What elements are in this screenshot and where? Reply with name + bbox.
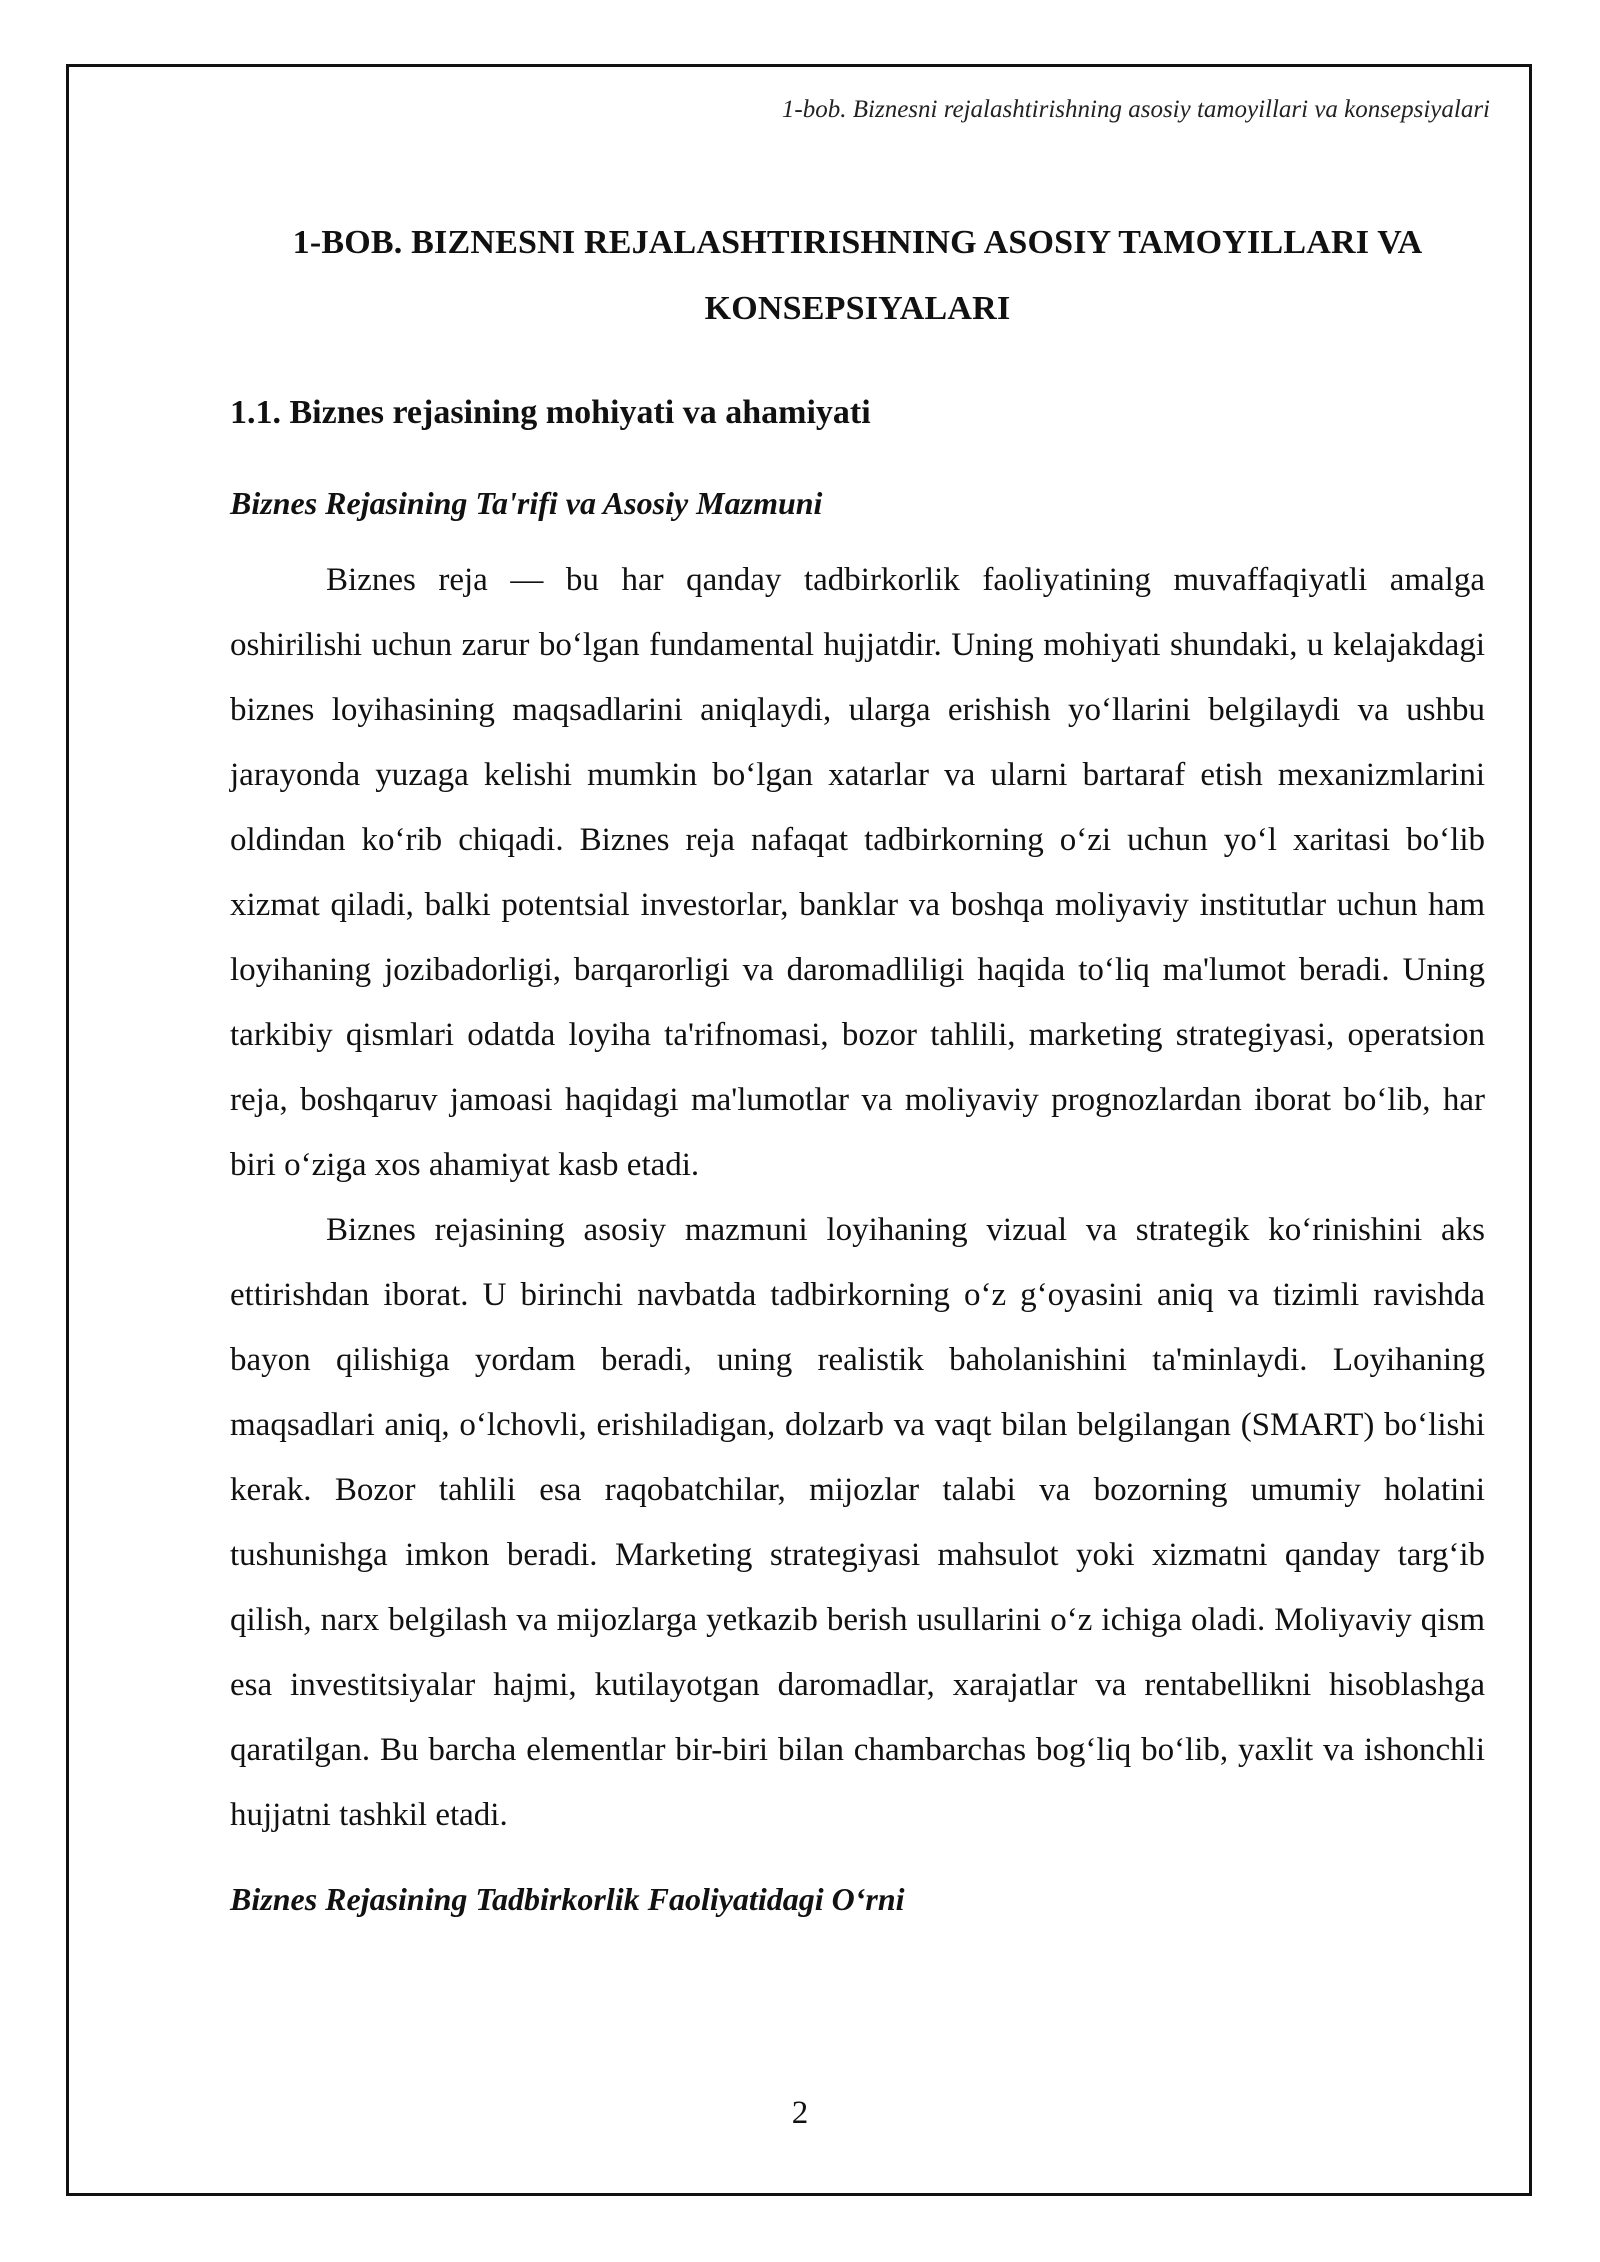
page-number: 2 [791,2095,809,2131]
subsection-title-role: Biznes Rejasining Tadbirkorlik Faoliyatidagi O‘rni [230,1881,905,1917]
chapter-title-line-2: KONSEPSIYALARI [704,290,1011,327]
subsection-title-definition: Biznes Rejasining Ta'rifi va Asosiy Mazmuni [230,485,823,521]
section-title: 1.1. Biznes rejasining mohiyati va ahamiyati [230,394,871,431]
chapter-title-line-1: 1-BOB. BIZNESNI REJALASHTIRISHNING ASOSIY TAMOYILLARI VA [292,224,1423,261]
running-header: 1-bob. Biznesni rejalashtirishning asosiy tamoyillari va konsepsiyalari [781,96,1490,123]
paragraph-1: Biznes reja — bu har qanday tadbirkorlik faoliyatining muvaffaqiyatli amalga oshirilishi uchun zarur bo‘lgan fundamental hujjatdir. Uning mohiyati shundaki, u kelajakdagi biznes loyihasining maqsadlarini aniqlaydi, ularga erishish yo‘llarini belgilaydi va ushbu jarayonda yuzaga kelishi mumkin bo‘lgan xatarlar va ularni bartaraf etish mexanizmlarini oldindan ko‘rib chiqadi. Biznes reja nafaqat tadbirkorning o‘zi uchun yo‘l xaritasi bo‘lib xizmat qiladi, balki potentsial investorlar, banklar va boshqa moliyaviy institutlar uchun ham loyihaning jozibadorligi, barqarorligi va daromadliligi haqida to‘liq ma'lumot beradi. Uning tarkibiy qismlari odatda loyiha ta'rifnomasi, bozor tahlili, marketing strategiyasi, operatsion reja, boshqaruv jamoasi haqidagi ma'lumotlar va moliyaviy prognozlardan iborat bo‘lib, har biri o‘ziga xos ahamiyat kasb etadi. [230,562,1485,1183]
paragraph-2: Biznes rejasining asosiy mazmuni loyihaning vizual va strategik ko‘rinishini aks ettirishdan iborat. U birinchi navbatda tadbirkorning o‘z g‘oyasini aniq va tizimli ravishda bayon qilishiga yordam beradi, uning realistik baholanishini ta'minlaydi. Loyihaning maqsadlari aniq, o‘lchovli, erishiladigan, dolzarb va vaqt bilan belgilangan (SMART) bo‘lishi kerak. Bozor tahlili esa raqobatchilar, mijozlar talabi va bozorning umumiy holatini tushunishga imkon beradi. Marketing strategiyasi mahsulot yoki xizmatni qanday targ‘ib qilish, narx belgilash va mijozlarga yetkazib berish usullarini o‘z ichiga oladi. Moliyaviy qism esa investitsiyalar hajmi, kutilayotgan daromadlar, xarajatlar va rentabellikni hisoblashga qaratilgan. Bu barcha elementlar bir-biri bilan chambarchas bog‘liq bo‘lib, yaxlit va ishonchli hujjatni tashkil etadi. [230,1212,1485,1833]
page-content [230,210,1485,1924]
chapter-title [230,210,1485,342]
